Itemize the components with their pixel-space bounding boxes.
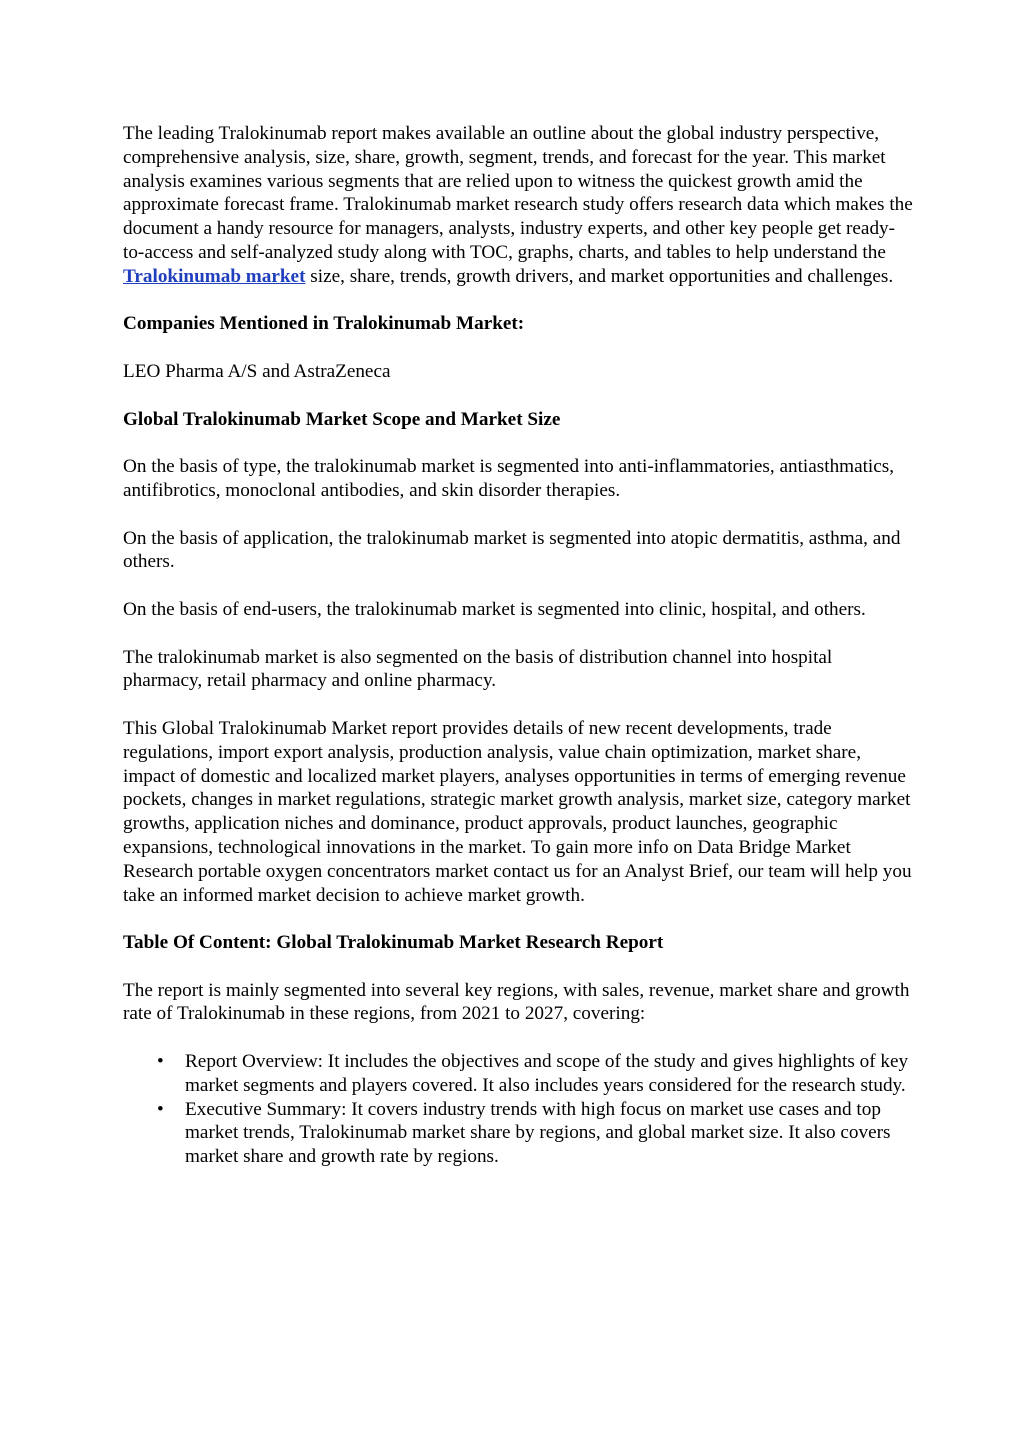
intro-paragraph <box>123 122 913 289</box>
toc-heading: Table Of Content: Global Tralokinumab Market Research Report <box>123 932 664 954</box>
intro-text-after-link: size, share, trends, growth drivers, and market opportunities and challenges. <box>305 265 894 287</box>
scope-heading: Global Tralokinumab Market Scope and Market Size <box>123 408 561 430</box>
companies-text: LEO Pharma A/S and AstraZeneca <box>123 360 391 382</box>
list-item-text: Executive Summary: It covers industry trends with high focus on market use cases and top market trends, Tralokinumab market share by regions, and global market size. It also covers market share and growth rate by regions. <box>185 1098 891 1168</box>
scope-report-details-paragraph: This Global Tralokinumab Market report provides details of new recent developments, trade regulations, import export analysis, production analysis, value chain optimization, market share, impact of domestic and localized market players, analyses opportunities in terms of emerging revenue pockets, changes in market regulations, strategic market growth analysis, market size, category market growths, application niches and dominance, product approvals, product launches, geographic expansions, technological innovations in the market. To gain more info on Data Bridge Market Research portable oxygen concentrators market contact us for an Analyst Brief, our team will help you take an informed market decision to achieve market growth. <box>123 717 912 906</box>
scope-end-users-paragraph: On the basis of end-users, the tralokinumab market is segmented into clinic, hospital, and others. <box>123 598 866 620</box>
list-item-text: Report Overview: It includes the objectives and scope of the study and gives highlights of key market segments and players covered. It also includes years considered for the research study. <box>185 1051 909 1096</box>
companies-heading: Companies Mentioned in Tralokinumab Market: <box>123 313 525 335</box>
scope-distribution-paragraph: The tralokinumab market is also segmented on the basis of distribution channel into hospital pharmacy, retail pharmacy and online pharmacy. <box>123 646 833 692</box>
tralokinumab-market-link[interactable]: Tralokinumab market <box>123 265 306 287</box>
intro-text-before-link: The leading Tralokinumab report makes available an outline about the global industry perspective, comprehensive analysis, size, share, growth, segment, trends, and forecast for the year. This market analysis examines various segments that are relied upon to witness the quickest growth amid the approximate forecast frame. Tralokinumab market research study offers research data which makes the document a handy resource for managers, analysts, industry experts, and other key people get ready-to-access and self-analyzed study along with TOC, graphs, charts, and tables to help understand the <box>123 123 913 263</box>
list-item <box>123 1098 913 1169</box>
bullet-icon: • <box>157 1098 164 1120</box>
bullet-icon: • <box>157 1051 164 1073</box>
scope-type-paragraph: On the basis of type, the tralokinumab market is segmented into anti-inflammatories, antiasthmatics, antifibrotics, monoclonal antibodies, and skin disorder therapies. <box>123 456 895 501</box>
list-item <box>123 1050 913 1098</box>
scope-application-paragraph: On the basis of application, the tralokinumab market is segmented into atopic dermatitis, asthma, and others. <box>123 527 901 573</box>
toc-bullet-list <box>123 1050 913 1169</box>
toc-intro-paragraph: The report is mainly segmented into several key regions, with sales, revenue, market share and growth rate of Tralokinumab in these regions, from 2021 to 2027, covering: <box>123 979 910 1025</box>
document-page <box>123 122 913 1169</box>
